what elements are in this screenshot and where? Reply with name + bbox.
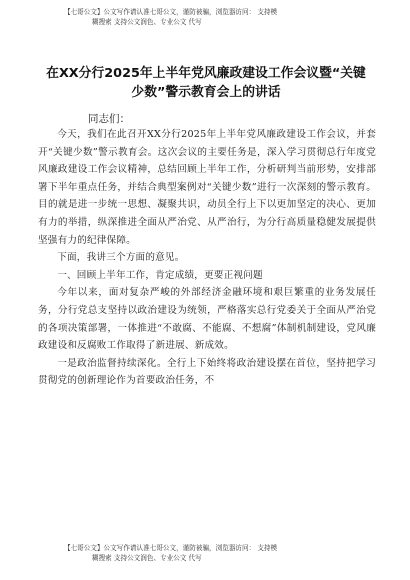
paragraph-transition: 下面，我讲三个方面的意见。: [57, 252, 185, 264]
document-body: [38, 126, 376, 390]
title-line-2: 少数”警示教育会上的讲话: [131, 85, 281, 100]
header-line-1: 【七哥公文】公文写作请认准七哥公文，谨防被骗，浏览器访问： 支持模: [64, 8, 278, 16]
greeting: 同志们：: [88, 113, 130, 125]
paragraph-intro: 今天，我们在此召开XX分行2025年上半年党风廉政建设工作会议，并套开“关键少数”警示教育会。这次会议的主要任务是，深入学习贯彻总行年度党风廉政建设工作会议精神，总结回顾上半年工作，分析研判当前形势，安排部署下半年重点任务，并结合典型案例对“关键少数”进行一次深刻的警示教育。目的就是进一步统一思想、凝聚共识，动员全行上下以更加坚定的决心、更加有力的举措，纵深推进全面从严治党、从严治行，为分行高质量稳健发展提供坚强有力的纪律保障。: [38, 129, 376, 246]
page-header: [64, 8, 364, 27]
section-heading-1: 一、回顾上半年工作，肯定成绩，更要正视问题: [57, 269, 263, 281]
document-title: [36, 64, 376, 102]
header-line-2: 糊搜索 支持公文润色、专业公文 代写: [92, 17, 202, 26]
footer-line-1: 【七哥公文】公文写作请认准七哥公文，谨防被骗，浏览器访问： 支持模: [64, 544, 278, 552]
paragraph-point-1: 一是政治监督持续深化。全行上下始终将政治建设摆在首位，坚持把学习贯彻党的创新理论作为首要政治任务，不: [38, 357, 376, 387]
footer-line-2: 糊搜索 支持公文润色、专业公文 代写: [92, 553, 202, 562]
page-footer: [64, 544, 364, 563]
paragraph-review: 今年以来，面对复杂严峻的外部经济金融环境和艰巨繁重的业务发展任务，分行党总支坚持以政治建设为统领，严格落实总行党委关于全面从严治党的各项决策部署，一体推进“不敢腐、不能腐、不想腐”体制机制建设，党风廉政建设和反腐败工作取得了新进展、新成效。: [38, 287, 376, 352]
title-line-1: 在XX分行2025年上半年党风廉政建设工作会议暨“关键: [46, 66, 366, 81]
